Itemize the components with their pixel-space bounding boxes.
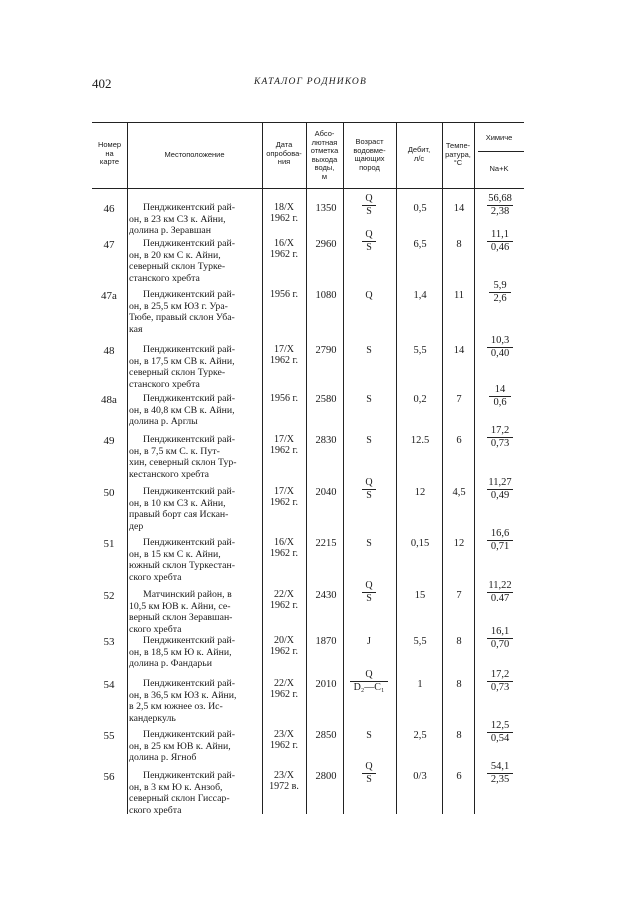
- date-line: 1962 г.: [270, 497, 298, 508]
- location-line: кандеркуль: [129, 712, 176, 724]
- row-temperature: 8: [456, 679, 462, 690]
- row-number: 56: [103, 771, 115, 783]
- header-location: Местоположение: [164, 150, 225, 159]
- location-line: ского хребта: [129, 623, 182, 635]
- chem-fraction: [487, 229, 513, 254]
- location-line: он, в 40,8 км СВ к. Айни,: [129, 404, 235, 416]
- chem-fraction-denominator: 2,35: [487, 773, 513, 786]
- row-location: [129, 678, 267, 724]
- location-line: Пенджикентский рай-: [143, 202, 235, 213]
- row-date: [262, 537, 306, 559]
- age-fraction-numerator: Q: [365, 580, 373, 591]
- row-temperature: 14: [453, 203, 465, 214]
- location-line: Пенджикентский рай-: [143, 729, 235, 740]
- row-debit: 5,5: [413, 636, 427, 647]
- row-location: [129, 589, 267, 635]
- row-location: [129, 289, 267, 335]
- date-line: 1962 г.: [270, 213, 298, 224]
- row-location: [129, 729, 267, 764]
- age-fraction-numerator: Q: [365, 761, 373, 772]
- location-line: он, в 36,5 км ЮЗ к. Айни,: [129, 689, 237, 701]
- row-date: [262, 729, 306, 751]
- col-divider-1: [127, 122, 128, 814]
- chem-fraction-denominator: 0,49: [487, 489, 513, 502]
- row-rock-age: [343, 669, 395, 694]
- col-divider-7: [474, 122, 475, 814]
- age-fraction-numerator: Q: [365, 477, 373, 488]
- row-number: 55: [103, 730, 115, 742]
- row-altitude: 2430: [315, 590, 337, 601]
- row-rock-age: S: [366, 538, 372, 549]
- age-fraction-denominator: D₂—C₁: [350, 681, 389, 694]
- chem-fraction-numerator: 17,2: [490, 669, 510, 680]
- row-number: 48а: [101, 394, 117, 406]
- row-date: [262, 202, 306, 224]
- table-top-rule: [92, 122, 524, 123]
- date-line: 17/X: [274, 434, 294, 445]
- chem-fraction-denominator: 0,71: [487, 540, 513, 553]
- age-fraction: [350, 669, 389, 694]
- location-line: Пенджикентский рай-: [143, 393, 235, 404]
- location-line: Матчинский район, в: [143, 589, 232, 600]
- location-line: он, в 25,5 км ЮЗ г. Ура-: [129, 300, 228, 312]
- running-head: КАТАЛОГ РОДНИКОВ: [254, 77, 367, 87]
- row-number: 47: [103, 239, 115, 251]
- date-line: 23/X: [274, 770, 294, 781]
- age-fraction: [362, 229, 376, 254]
- row-chemistry-na-k: [478, 626, 522, 651]
- location-line: ского хребта: [129, 804, 182, 816]
- row-location: [129, 635, 267, 670]
- location-line: Пенджикентский рай-: [143, 635, 235, 646]
- chem-fraction-denominator: 2,6: [489, 292, 510, 305]
- location-line: правый борт сая Искан-: [129, 509, 229, 520]
- row-date: [262, 393, 306, 404]
- row-rock-age: Q: [365, 290, 373, 301]
- chem-fraction-numerator: 11,22: [488, 580, 512, 591]
- col-divider-5: [396, 122, 397, 814]
- row-altitude: 2850: [315, 730, 337, 741]
- row-debit: 12: [414, 487, 426, 498]
- row-rock-age: S: [366, 435, 372, 446]
- location-line: хин, северный склон Тур-: [129, 457, 237, 468]
- row-chemistry-na-k: [478, 229, 522, 254]
- header-bottom-rule: [92, 188, 524, 189]
- row-temperature: 11: [453, 290, 465, 301]
- location-line: он, в 17,5 км СВ к. Айни,: [129, 355, 235, 367]
- row-location: [129, 537, 267, 583]
- location-line: долина р. Фандарьи: [129, 658, 212, 669]
- chem-fraction-numerator: 11,1: [491, 229, 509, 240]
- row-debit: 0,15: [410, 538, 430, 549]
- row-location: [129, 238, 267, 284]
- chem-fraction-numerator: 54,1: [490, 761, 510, 772]
- location-line: Пенджикентский рай-: [143, 537, 235, 548]
- chem-fraction-numerator: 11,27: [488, 477, 512, 488]
- row-number: 51: [103, 538, 115, 550]
- location-line: долина р. Ягноб: [129, 752, 197, 763]
- row-date: [262, 289, 306, 300]
- row-altitude: 2790: [315, 345, 337, 356]
- date-line: 23/X: [274, 729, 294, 740]
- row-rock-age: S: [366, 730, 372, 741]
- location-line: северный склон Турке-: [129, 367, 226, 378]
- row-number: 50: [103, 487, 115, 499]
- row-debit: 15: [414, 590, 426, 601]
- date-line: 17/X: [274, 486, 294, 497]
- row-temperature: 12: [453, 538, 465, 549]
- date-line: 16/X: [274, 238, 294, 249]
- age-fraction-denominator: S: [362, 489, 376, 502]
- row-altitude: 2800: [315, 771, 337, 782]
- header-chem: Химиче: [485, 133, 513, 142]
- page-number: 402: [92, 76, 112, 91]
- date-line: 16/X: [274, 537, 294, 548]
- location-line: долина р. Зеравшан: [129, 225, 211, 236]
- row-location: [129, 393, 267, 428]
- location-line: Пенджикентский рай-: [143, 344, 235, 355]
- date-line: 1962 г.: [270, 249, 298, 260]
- location-line: Пенджикентский рай-: [143, 238, 235, 249]
- row-debit: 5,5: [413, 345, 427, 356]
- chem-fraction: [487, 761, 513, 786]
- header-age: Возраст водовме- щающих пород: [353, 137, 386, 172]
- row-altitude: 2215: [315, 538, 337, 549]
- location-line: он, в 20 км С к. Айни,: [129, 249, 221, 261]
- chem-fraction-denominator: 0,73: [487, 681, 513, 694]
- location-line: Тюбе, правый склон Уба-: [129, 312, 235, 323]
- row-altitude: 1080: [315, 290, 337, 301]
- row-date: [262, 678, 306, 700]
- row-date: [262, 635, 306, 657]
- row-temperature: 7: [456, 590, 462, 601]
- age-fraction-numerator: Q: [365, 669, 373, 680]
- row-altitude: 2580: [315, 394, 337, 405]
- chem-fraction-numerator: 12,5: [490, 720, 510, 731]
- chem-fraction: [487, 528, 513, 553]
- location-line: он, в 7,5 км С. к. Пут-: [129, 445, 220, 457]
- row-rock-age: [343, 229, 395, 254]
- row-altitude: 2960: [315, 239, 337, 250]
- row-rock-age: [343, 580, 395, 605]
- row-chemistry-na-k: [478, 528, 522, 553]
- date-line: 17/X: [274, 344, 294, 355]
- chem-fraction-denominator: 0,6: [489, 396, 510, 409]
- age-fraction: [362, 477, 376, 502]
- row-temperature: 7: [456, 394, 462, 405]
- date-line: 1962 г.: [270, 355, 298, 366]
- row-temperature: 6: [456, 435, 462, 446]
- row-number: 54: [103, 679, 115, 691]
- date-line: 1962 г.: [270, 548, 298, 559]
- age-fraction-denominator: S: [362, 205, 376, 218]
- row-rock-age: S: [366, 394, 372, 405]
- row-chemistry-na-k: [478, 280, 522, 305]
- row-date: [262, 344, 306, 366]
- date-line: 1962 г.: [270, 646, 298, 657]
- chem-fraction-numerator: 16,6: [490, 528, 510, 539]
- col-divider-3: [306, 122, 307, 814]
- header-num: Номер на карте: [97, 140, 122, 166]
- chem-fraction: [487, 669, 513, 694]
- chem-fraction: [487, 193, 513, 218]
- row-location: [129, 434, 267, 480]
- location-line: Пенджикентский рай-: [143, 434, 235, 445]
- location-line: он, в 23 км СЗ к. Айни,: [129, 213, 226, 225]
- location-line: северный склон Турке-: [129, 261, 226, 272]
- row-debit: 2,5: [413, 730, 427, 741]
- age-fraction: [362, 761, 376, 786]
- row-debit: 0/3: [413, 771, 427, 782]
- header-date: Дата опробова- ния: [266, 140, 302, 166]
- chem-fraction-numerator: 17,2: [490, 425, 510, 436]
- location-line: он, в 18,5 км Ю к. Айни,: [129, 646, 232, 658]
- chem-fraction: [487, 477, 513, 502]
- location-line: Пенджикентский рай-: [143, 678, 235, 689]
- row-chemistry-na-k: [478, 669, 522, 694]
- chem-fraction: [487, 425, 513, 450]
- location-line: Пенджикентский рай-: [143, 289, 235, 300]
- age-fraction-numerator: Q: [365, 229, 373, 240]
- chem-fraction-numerator: 56,68: [488, 193, 512, 204]
- row-debit: 0,2: [413, 394, 427, 405]
- chem-fraction-denominator: 0.47: [487, 592, 513, 605]
- date-line: 1962 г.: [270, 445, 298, 456]
- location-line: верный склон Зеравшан-: [129, 612, 233, 623]
- row-chemistry-na-k: [478, 193, 522, 218]
- chem-fraction: [489, 384, 510, 409]
- chem-fraction-denominator: 0,40: [487, 347, 513, 360]
- row-altitude: 2830: [315, 435, 337, 446]
- location-line: кая: [129, 323, 143, 335]
- chem-fraction-denominator: 0,54: [487, 732, 513, 745]
- row-date: [262, 770, 306, 792]
- row-chemistry-na-k: [478, 384, 522, 409]
- row-temperature: 8: [456, 239, 462, 250]
- row-rock-age: [343, 477, 395, 502]
- header-temp: Темпе- ратура, °С: [445, 141, 471, 167]
- row-debit: 6,5: [413, 239, 427, 250]
- age-fraction-denominator: S: [362, 773, 376, 786]
- age-fraction-denominator: S: [362, 241, 376, 254]
- date-line: 1972 в.: [269, 781, 299, 792]
- date-line: 1962 г.: [270, 740, 298, 751]
- row-temperature: 4,5: [452, 487, 466, 498]
- row-date: [262, 238, 306, 260]
- row-number: 48: [103, 345, 115, 357]
- location-line: он, в 10 км СЗ к. Айни,: [129, 497, 226, 509]
- age-fraction: [362, 580, 376, 605]
- location-line: кестанского хребта: [129, 468, 209, 480]
- row-chemistry-na-k: [478, 477, 522, 502]
- header-altitude: Абсо- лютная отметка выхода воды, м: [310, 129, 339, 181]
- location-line: ского хребта: [129, 571, 182, 583]
- age-fraction-denominator: S: [362, 592, 376, 605]
- row-chemistry-na-k: [478, 720, 522, 745]
- row-altitude: 2040: [315, 487, 337, 498]
- location-line: он, в 15 км С к. Айни,: [129, 548, 221, 560]
- location-line: северный склон Гиссар-: [129, 793, 230, 804]
- row-date: [262, 486, 306, 508]
- chem-fraction-numerator: 10,3: [490, 335, 510, 346]
- chem-fraction-denominator: 2,38: [487, 205, 513, 218]
- row-rock-age: [343, 761, 395, 786]
- row-date: [262, 589, 306, 611]
- header-na-k: Na+K: [489, 164, 509, 173]
- row-location: [129, 770, 267, 816]
- location-line: он, в 3 км Ю к. Анзоб,: [129, 781, 223, 793]
- row-rock-age: S: [366, 345, 372, 356]
- location-line: он, в 25 км ЮВ к. Айни,: [129, 740, 231, 752]
- date-line: 22/X: [274, 589, 294, 600]
- row-number: 47а: [101, 290, 117, 302]
- row-number: 53: [103, 636, 115, 648]
- chem-fraction: [487, 720, 513, 745]
- col-divider-6: [442, 122, 443, 814]
- row-chemistry-na-k: [478, 580, 522, 605]
- row-number: 49: [103, 435, 115, 447]
- row-altitude: 1350: [315, 203, 337, 214]
- date-line: 1956 г.: [270, 393, 298, 404]
- row-chemistry-na-k: [478, 425, 522, 450]
- location-line: Пенджикентский рай-: [143, 486, 235, 497]
- location-line: 10,5 км ЮВ к. Айни, се-: [129, 600, 231, 612]
- age-fraction: [362, 193, 376, 218]
- row-chemistry-na-k: [478, 761, 522, 786]
- row-chemistry-na-k: [478, 335, 522, 360]
- row-temperature: 8: [456, 730, 462, 741]
- row-location: [129, 344, 267, 390]
- row-altitude: 1870: [315, 636, 337, 647]
- row-rock-age: J: [367, 636, 371, 647]
- location-line: дер: [129, 520, 144, 532]
- chem-fraction-denominator: 0,73: [487, 437, 513, 450]
- location-line: южный склон Туркестан-: [129, 560, 235, 571]
- row-temperature: 14: [453, 345, 465, 356]
- row-debit: 12.5: [410, 435, 430, 446]
- chem-fraction: [487, 626, 513, 651]
- date-line: 18/X: [274, 202, 294, 213]
- date-line: 1962 г.: [270, 600, 298, 611]
- chem-fraction: [487, 335, 513, 360]
- row-debit: 1: [417, 679, 423, 690]
- chem-fraction-numerator: 5,9: [493, 280, 507, 291]
- row-location: [129, 202, 267, 237]
- row-temperature: 6: [456, 771, 462, 782]
- row-debit: 0,5: [413, 203, 427, 214]
- row-number: 52: [103, 590, 115, 602]
- chem-subheader-rule: [478, 151, 524, 152]
- date-line: 1962 г.: [270, 689, 298, 700]
- chem-fraction-numerator: 14: [494, 384, 506, 395]
- location-line: станского хребта: [129, 272, 200, 284]
- row-date: [262, 434, 306, 456]
- date-line: 20/X: [274, 635, 294, 646]
- row-altitude: 2010: [315, 679, 337, 690]
- header-debit: Дебит, л/с: [407, 145, 431, 163]
- location-line: долина р. Арглы: [129, 416, 198, 427]
- row-number: 46: [103, 203, 115, 215]
- row-temperature: 8: [456, 636, 462, 647]
- location-line: станского хребта: [129, 378, 200, 390]
- row-debit: 1,4: [413, 290, 427, 301]
- chem-fraction: [489, 280, 510, 305]
- location-line: Пенджикентский рай-: [143, 770, 235, 781]
- row-rock-age: [343, 193, 395, 218]
- chem-fraction-numerator: 16,1: [490, 626, 510, 637]
- date-line: 1956 г.: [270, 289, 298, 300]
- chem-fraction: [487, 580, 513, 605]
- chem-fraction-denominator: 0,46: [487, 241, 513, 254]
- col-divider-4: [343, 122, 344, 814]
- chem-fraction-denominator: 0,70: [487, 638, 513, 651]
- age-fraction-numerator: Q: [365, 193, 373, 204]
- date-line: 22/X: [274, 678, 294, 689]
- row-location: [129, 486, 267, 532]
- location-line: в 2,5 км южнее оз. Ис-: [129, 701, 223, 712]
